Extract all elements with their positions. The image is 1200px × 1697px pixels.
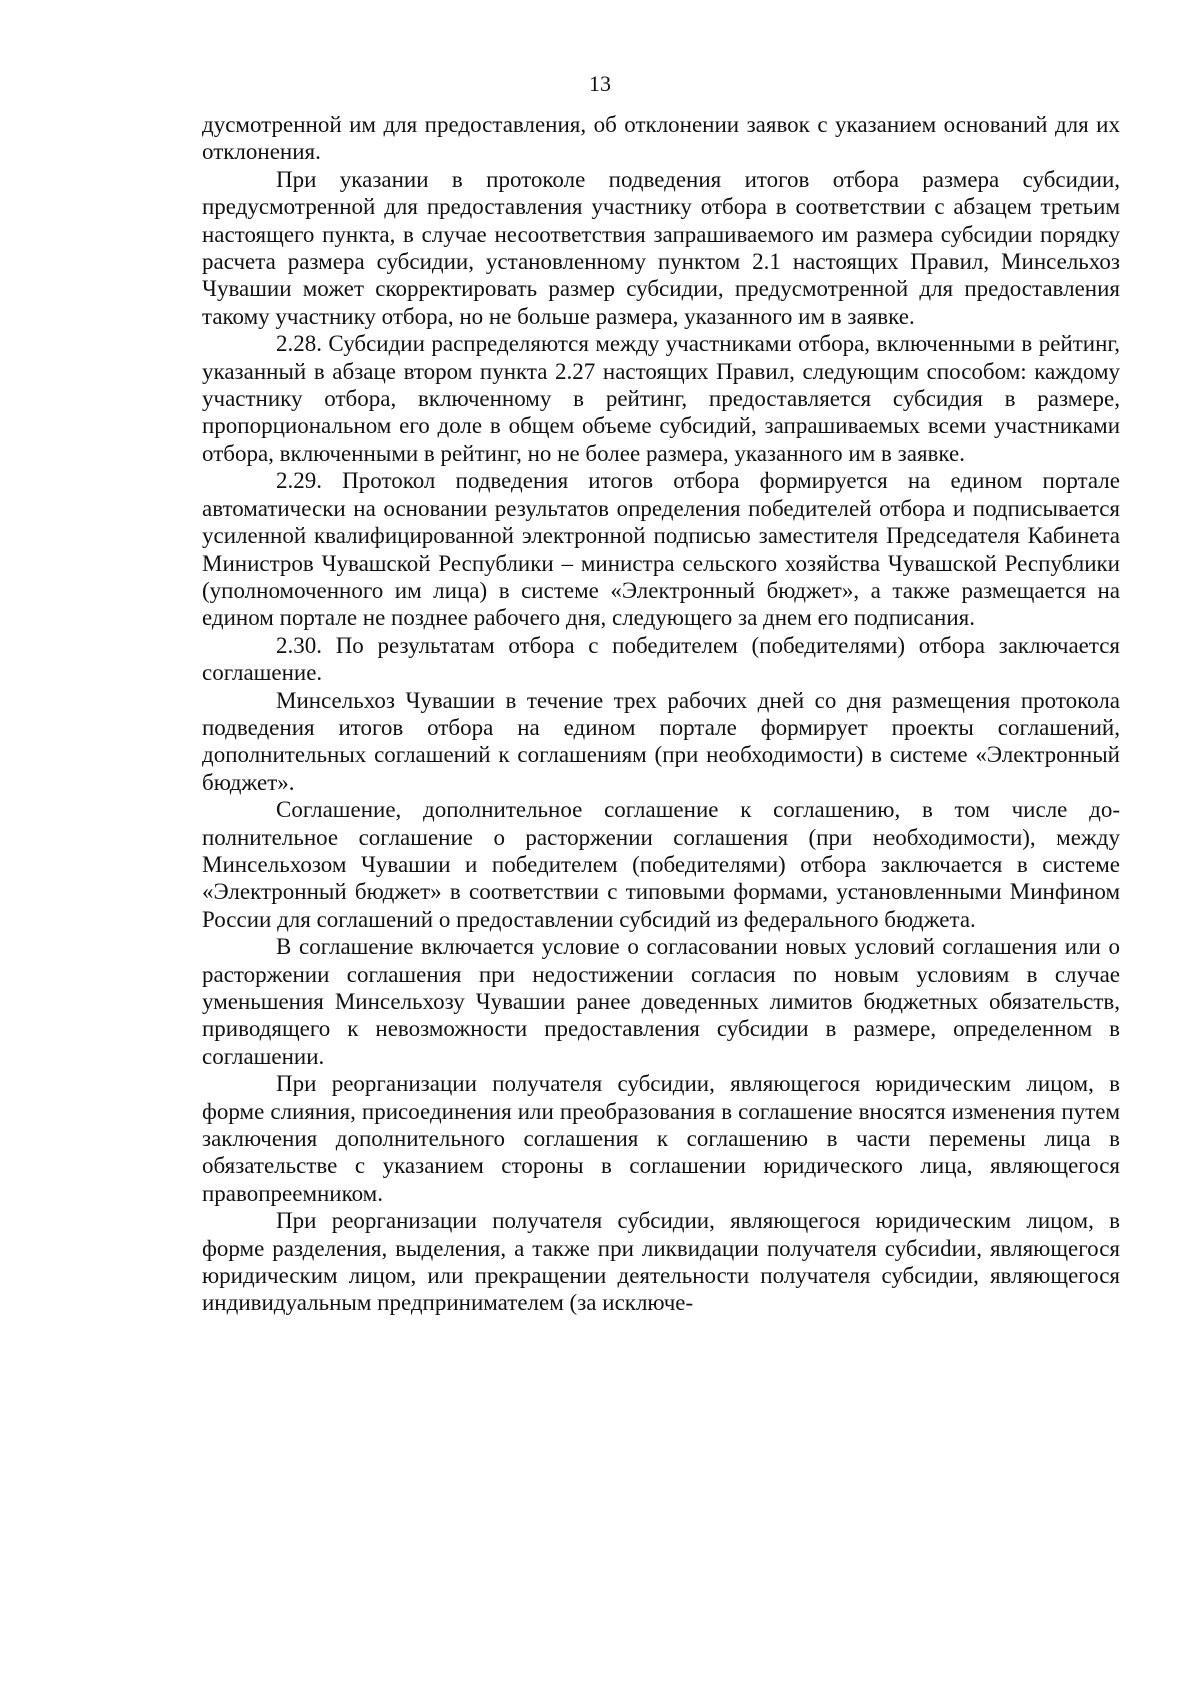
page-number: 13	[589, 71, 611, 96]
paragraph-2-29: 2.29. Протокол подведения итогов отбора формируется на едином портале автоматически на основании результатов определения победителей отбора и подписывается усиленной квалифицированной электронной подписью заместителя Председателя Кабинета Министров Чувашской Республики – министра сельского хозяйства Чувашской Республики (уполномоченного им лица) в системе «Электронный бюджет», а также размещается на едином портале не позднее рабочего дня, следующего за днем его подписания.	[202, 468, 1120, 631]
paragraph-2-30: 2.30. По результатам отбора с победителем (победителями) отбора заключается соглашение.	[202, 632, 1120, 686]
paragraph-continuation: дусмотренной им для предоставления, об отклонении заявок с указанием оснований для их отклонения.	[202, 112, 1120, 165]
paragraph-reorganization-division: При реорганизации получателя субсидии, являющегося юридическим лицом, в форме разделения, выделения, а также при ликвидации получателя субсиdии, являющегося юридическим лицом, или прекращении деятельности получателя субсидии, являющегося индивидуальным предпринимателем (за исключе-	[202, 1208, 1120, 1316]
paragraph-agreement-conditions: В соглашение включается условие о согласовании новых условий соглашения или о расторжении соглашения при недостижении согласия по новым условиям в случае уменьшения Минсельхозу Чувашии ранее доведенных лимитов бюджетных обязательств, приводящего к невозможности предоставления субсидии в размере, определенном в соглашении.	[202, 934, 1120, 1069]
paragraph-subsidy-size-adjustment: При указании в протоколе подведения итогов отбора размера субсидии, предусмотренной для предоставления участнику отбора в соответствии с абзацем третьим настоящего пункта, в случае несоответствия запрашиваемого им размера субсидии порядку расчета размера субсидии, установленному пунктом 2.1 настоящих Правил, Минсельхоз Чувашии может скорректировать размер субсидии, предусмотренной для предоставления такому участнику отбора, но не больше размера, указанного им в заявке.	[202, 166, 1120, 329]
paragraph-reorganization-merger: При реорганизации получателя субсидии, являющегося юридическим лицом, в форме слияния, присоединения или преобразования в соглашение вносятся изменения путем заключения дополнительного соглашения к соглашению в части перемены лица в обязательстве с указанием стороны в соглашении юридического лица, являющегося правопреемником.	[202, 1071, 1120, 1206]
paragraph-agreement-conclusion: Соглашение, дополнительное соглашение к соглашению, в том числе дополнительное соглашение о расторжении соглашения (при необходимости), между Минсельхозом Чувашии и победителем (победителями) отбора заключается в системе «Электронный бюджет» в соответствии с типовыми формами, установленными Минфином России для соглашений о предоставлении субсидий из федерального бюджета.	[202, 797, 1120, 932]
paragraph-draft-agreements: Минсельхоз Чувашии в течение трех рабочих дней со дня размещения протокола подведения итогов отбора на едином портале формирует проекты соглашений, дополнительных соглашений к соглашениям (при необходимости) в системе «Электронный бюджет».	[202, 687, 1120, 795]
document-body	[202, 111, 1120, 1317]
paragraph-2-28: 2.28. Субсидии распределяются между участниками отбора, включенными в рейтинг, указанный в абзаце втором пункта 2.27 настоящих Правил, следующим способом: каждому участнику отбора, включенному в рейтинг, предоставляется субсидия в размере, пропорциональном его доле в общем объеме субсидий, запрашиваемых всеми участниками отбора, включенными в рейтинг, но не более размера, указанного им в заявке.	[202, 331, 1120, 466]
